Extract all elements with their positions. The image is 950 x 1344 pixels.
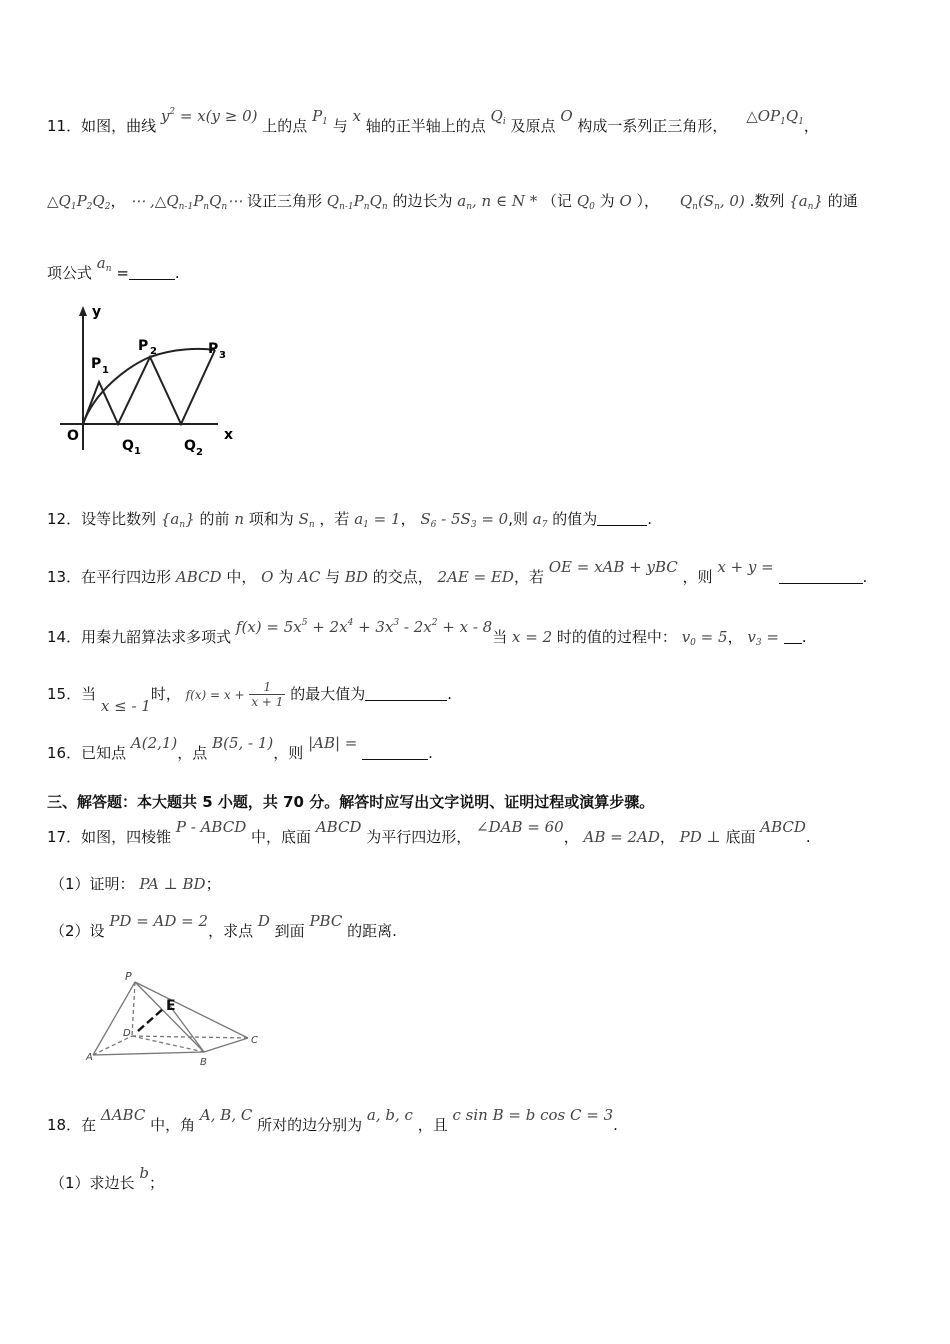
segment-de	[138, 1008, 164, 1031]
q18-part-1: （1）求边长 b；	[50, 1164, 164, 1192]
answer-blank	[129, 265, 175, 280]
label-y: y	[92, 304, 102, 320]
q17-line: 17．如图，四棱锥 P - ABCD 中，底面 ABCD 为平行四边形， ∠DAB = 60， AB = 2AD， PD ⊥ 底面 ABCD.	[47, 818, 811, 846]
label-origin: O	[67, 428, 79, 444]
label-a: A	[86, 1052, 93, 1063]
label-p: P	[125, 970, 132, 983]
q11-number: 11．	[47, 117, 82, 135]
q14-line: 14．用秦九韶算法求多项式 $f(x) = 5x^5 + 2x^4 + 3x^3 - 2x^2 + x - 8$当 x = 2 时的值的过程中： $v_0 = 5$， $v_3$ = .	[47, 618, 807, 648]
q11-line-3: 项公式 $a_n$ = .	[47, 254, 180, 282]
q12-number: 12．	[47, 510, 82, 528]
label-p1: P	[91, 356, 102, 372]
q17-part-1: （1）证明： PA ⊥ BD；	[50, 875, 221, 893]
q12-line: 12．设等比数列 $\{a_n\}$ 的前 n 项和为 $S_n$ ，若 $a_1 = 1$， $S_6 - 5S_3 = 0$,则 $a_7$ 的值为 .	[47, 510, 653, 530]
svg-text:1: 1	[102, 365, 109, 376]
q13-line: 13．在平行四边形 ABCD 中， O 为 AC 与 BD 的交点， 2AE = ED，若 OE = xAB + yBC ，则 x + y = .	[47, 558, 868, 586]
label-q1: Q	[122, 438, 134, 454]
y-axis-arrow-icon	[79, 306, 87, 316]
q18-line: 18．在 ΔABC 中，角 A, B, C 所对的边分别为 a, b, c ，且 c sin B = b cos C = 3.	[47, 1106, 618, 1134]
label-q2: Q	[184, 438, 196, 454]
svg-text:3: 3	[219, 350, 226, 361]
q16-line: 16．已知点 A(2,1)，点 B(5, - 1)，则 |AB| = .	[47, 734, 433, 762]
q17-figure	[80, 968, 270, 1073]
answer-blank	[779, 569, 863, 584]
q14-number: 14．	[47, 628, 82, 646]
q17-number: 17．	[47, 828, 82, 846]
label-c: C	[251, 1035, 258, 1046]
q11-figure	[50, 300, 260, 465]
svg-text:1: 1	[134, 446, 141, 457]
q13-number: 13．	[47, 568, 82, 586]
q15-number: 15．	[47, 685, 82, 703]
label-d: D	[123, 1028, 131, 1039]
section-3-heading: 三、解答题：本大题共 5 小题，共 70 分。解答时应写出文字说明、证明过程或演算步骤。	[47, 793, 655, 811]
answer-blank	[597, 511, 647, 526]
label-x: x	[224, 427, 234, 443]
svg-text:2: 2	[150, 346, 157, 357]
q17-part-2: （2）设 PD = AD = 2，求点 D 到面 PBC 的距离.	[50, 912, 397, 940]
label-b: B	[200, 1057, 207, 1068]
label-p2: P	[138, 338, 149, 354]
svg-text:2: 2	[196, 447, 203, 458]
math-curve: $y^2 = x(y \ge 0)$	[160, 107, 258, 125]
label-p3: P	[208, 341, 219, 357]
q18-number: 18．	[47, 1116, 82, 1134]
q11-line-2: $\triangle Q_1P_2Q_2$， ⋯ $,\triangle Q_{n-1}P_nQ_n\cdots$ 设正三角形 $Q_{n-1}P_nQ_n$ 的边长为 $a_n$, n ∈ N * （记 $Q_0$ 为 O ）， $Q_n(S_n$, 0) .数列 $\{a_n\}$ 的通	[47, 192, 858, 212]
triangles	[83, 350, 215, 424]
label-e: E	[166, 998, 176, 1014]
q15-line: 15．当 x ≤ - 1时， f(x) = x + $\frac{1}{x + 1}$ 的最大值为 .	[47, 680, 452, 715]
answer-blank	[365, 686, 447, 701]
answer-blank	[784, 629, 802, 644]
q11-line-1: 11．如图，曲线 $y^2 = x(y \ge 0)$ 上的点 $P_1$ 与 x 轴的正半轴上的点 $Q_i$ 及原点 O 构成一系列正三角形， $\triangle OP_1Q_1$，	[47, 107, 819, 135]
answer-blank	[362, 745, 428, 760]
q16-number: 16．	[47, 744, 82, 762]
